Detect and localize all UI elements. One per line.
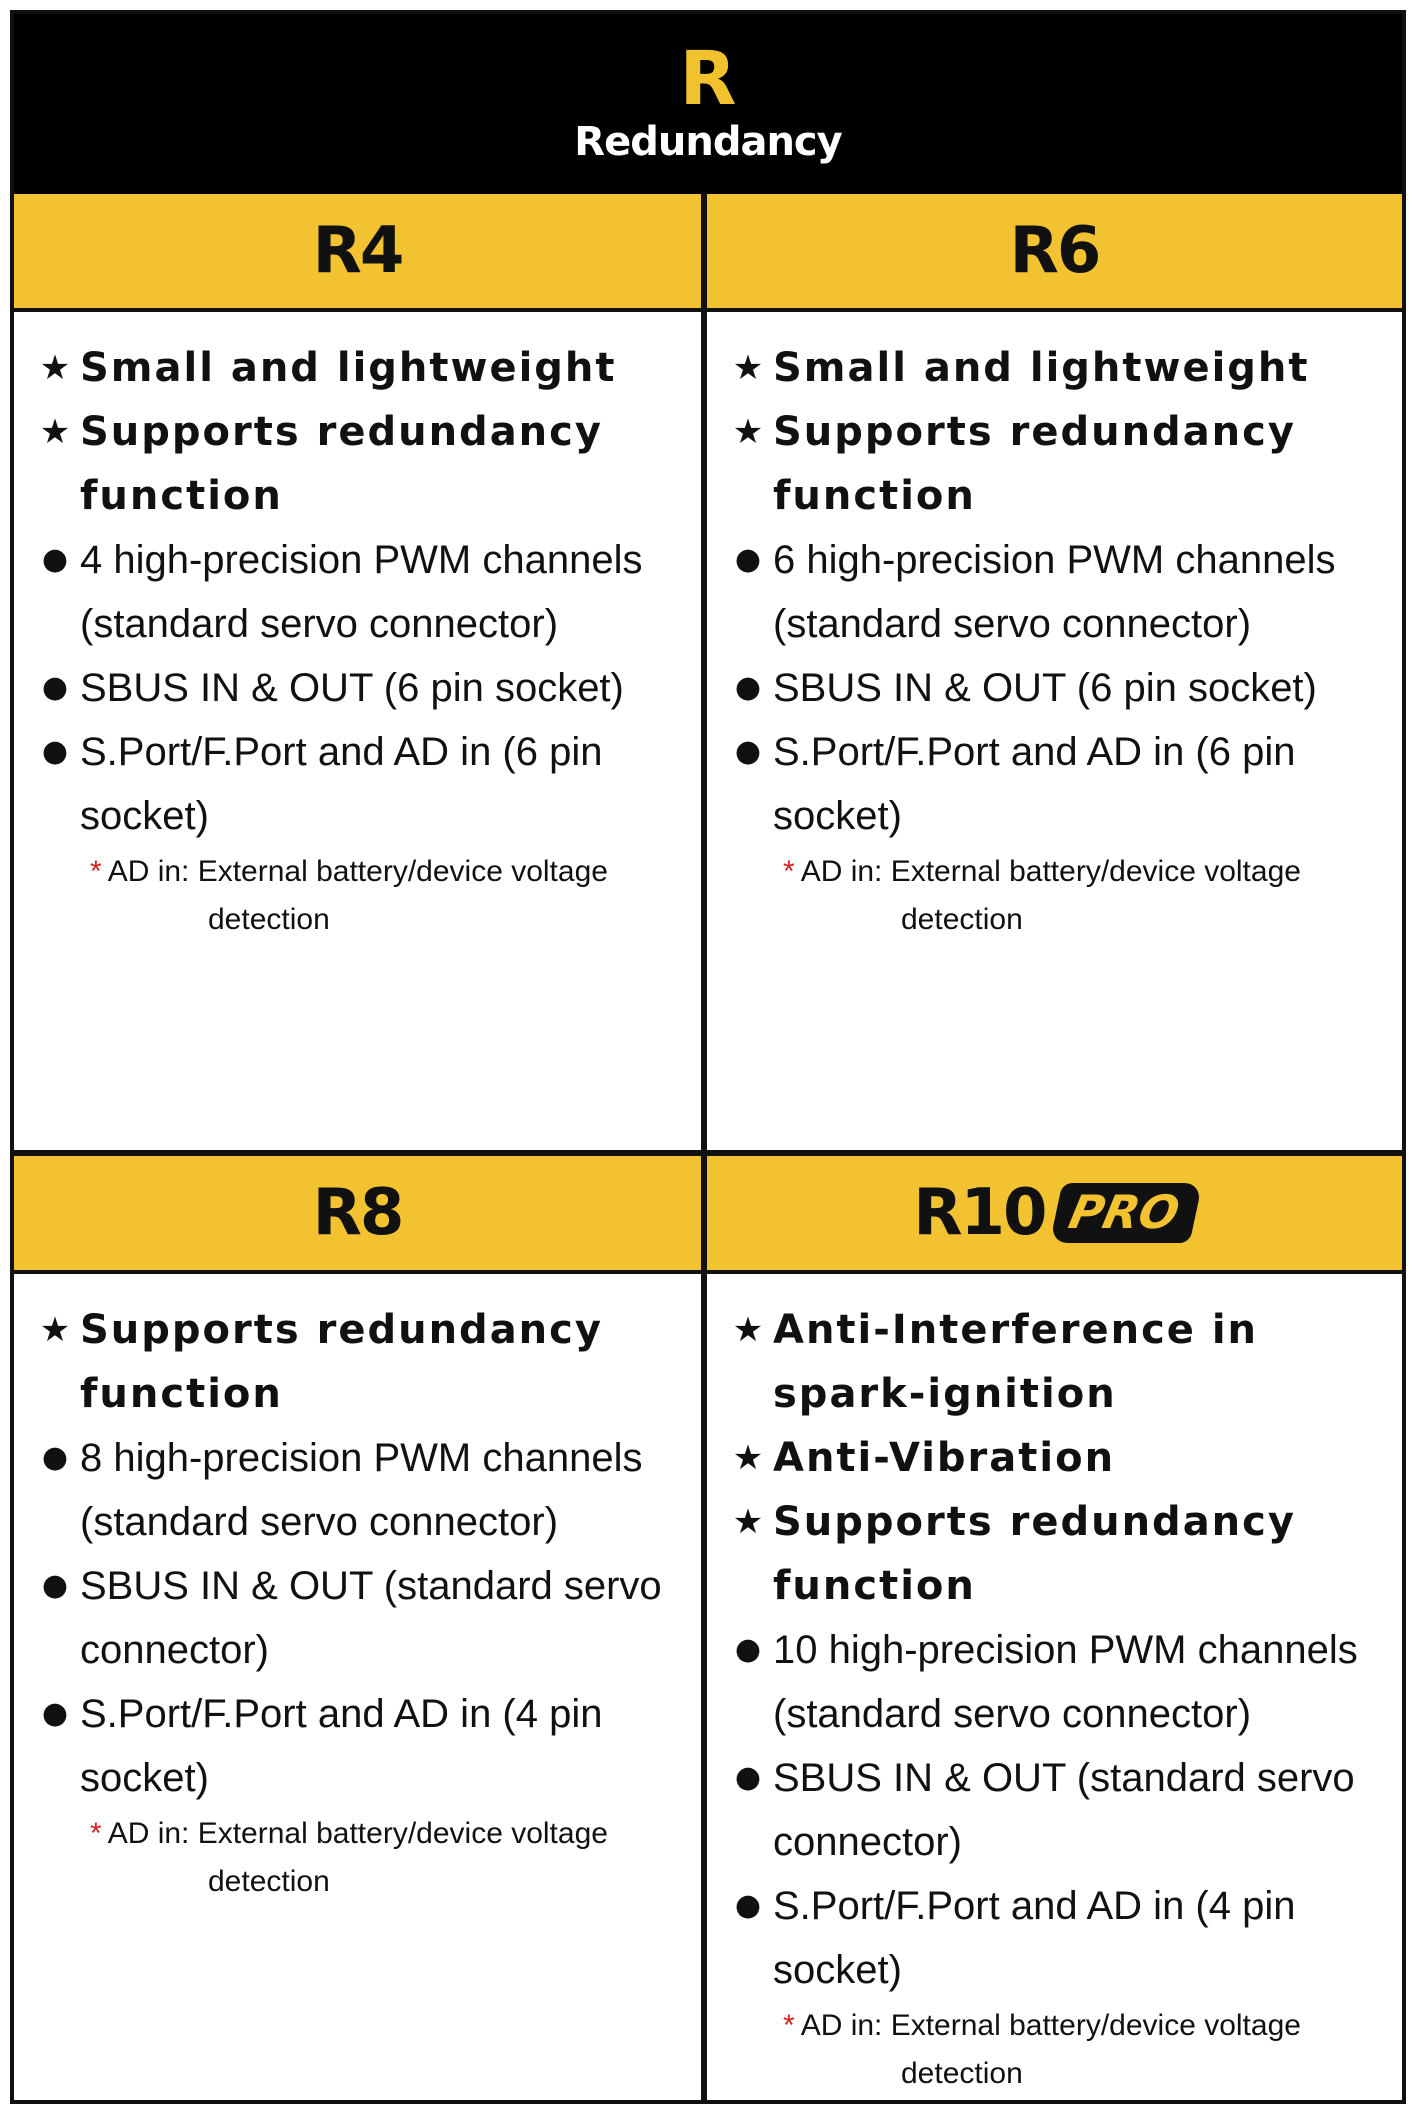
footnote [783, 848, 1382, 944]
star-icon: ★ [732, 1502, 764, 1542]
spec-text: 8 high-precision PWM channels (standard servo connector) [80, 1436, 643, 1544]
bullet-icon: ● [41, 1440, 69, 1475]
spec-item [723, 720, 1382, 848]
footnote-text: AD in: External battery/device voltage [800, 855, 1301, 888]
spec-text: 4 high-precision PWM channels (standard servo connector) [80, 538, 643, 646]
model-name: R10 [913, 1176, 1046, 1250]
asterisk-icon: * [90, 1817, 102, 1850]
feature-list [707, 1274, 1402, 2100]
spec-item [30, 1426, 681, 1554]
feature-text: Anti-Vibration [773, 1435, 1116, 1481]
feature-text: Anti-Interference in spark-ignition [773, 1307, 1259, 1417]
highlight-feature [30, 400, 681, 528]
highlight-feature [30, 1298, 681, 1426]
receiver-comparison-card [10, 10, 1406, 2104]
feature-list [707, 312, 1402, 1156]
footnote [90, 848, 681, 944]
spec-text: SBUS IN & OUT (6 pin socket) [773, 666, 1317, 710]
header-bar [14, 14, 1402, 194]
model-title [707, 1156, 1402, 1274]
cell-r10pro [707, 1156, 1402, 2100]
spec-item [723, 528, 1382, 656]
spec-item [30, 1682, 681, 1810]
bullet-icon: ● [41, 1568, 69, 1603]
footnote-text: AD in: External battery/device voltage [107, 855, 608, 888]
column-divider [701, 194, 707, 2104]
footnote-continuation: detection [208, 1865, 330, 1898]
model-name: R6 [1009, 214, 1100, 288]
footnote-continuation: detection [208, 903, 330, 936]
spec-item [723, 1874, 1382, 2002]
spec-item [30, 656, 681, 720]
spec-item [30, 1554, 681, 1682]
star-icon: ★ [39, 348, 71, 388]
bullet-icon: ● [41, 734, 69, 769]
star-icon: ★ [39, 1310, 71, 1350]
feature-text: Supports redundancy function [773, 1499, 1296, 1609]
model-title [14, 194, 701, 312]
model-title [707, 194, 1402, 312]
star-icon: ★ [732, 348, 764, 388]
footnote-continuation: detection [901, 903, 1023, 936]
star-icon: ★ [732, 1310, 764, 1350]
spec-item [723, 1746, 1382, 1874]
highlight-feature [723, 1426, 1382, 1490]
footnote-text: AD in: External battery/device voltage [107, 1817, 608, 1850]
spec-text: S.Port/F.Port and AD in (6 pin socket) [773, 730, 1296, 838]
feature-list [14, 1274, 701, 2100]
bullet-icon: ● [41, 542, 69, 577]
row-divider [14, 1150, 1402, 1156]
spec-text: SBUS IN & OUT (standard servo connector) [80, 1564, 662, 1672]
spec-text: SBUS IN & OUT (6 pin socket) [80, 666, 624, 710]
spec-text: S.Port/F.Port and AD in (4 pin socket) [80, 1692, 603, 1800]
cell-r6 [707, 194, 1402, 1156]
star-icon: ★ [39, 412, 71, 452]
feature-text: Supports redundancy function [80, 409, 603, 519]
asterisk-icon: * [90, 855, 102, 888]
star-icon: ★ [732, 412, 764, 452]
model-name: R4 [312, 214, 403, 288]
spec-text: 6 high-precision PWM channels (standard servo connector) [773, 538, 1336, 646]
bullet-icon: ● [734, 1632, 762, 1667]
spec-text: 10 high-precision PWM channels (standard servo connector) [773, 1628, 1358, 1736]
spec-item [723, 656, 1382, 720]
bullet-icon: ● [734, 1888, 762, 1923]
feature-text: Supports redundancy function [773, 409, 1296, 519]
highlight-feature [723, 400, 1382, 528]
spec-text: SBUS IN & OUT (standard servo connector) [773, 1756, 1355, 1864]
star-icon: ★ [732, 1438, 764, 1478]
series-subtitle: Redundancy [574, 119, 842, 165]
feature-list [14, 312, 701, 1156]
bullet-icon: ● [734, 734, 762, 769]
pro-badge: PRO [1049, 1183, 1202, 1243]
highlight-feature [723, 336, 1382, 400]
footnote-continuation: detection [901, 2057, 1023, 2090]
highlight-feature [723, 1490, 1382, 1618]
bullet-icon: ● [41, 670, 69, 705]
feature-text: Supports redundancy function [80, 1307, 603, 1417]
spec-text: S.Port/F.Port and AD in (4 pin socket) [773, 1884, 1296, 1992]
footnote [90, 1810, 681, 1906]
bullet-icon: ● [734, 542, 762, 577]
feature-text: Small and lightweight [80, 345, 617, 391]
cell-r4 [14, 194, 701, 1156]
spec-text: S.Port/F.Port and AD in (6 pin socket) [80, 730, 603, 838]
bullet-icon: ● [41, 1696, 69, 1731]
footnote-text: AD in: External battery/device voltage [800, 2009, 1301, 2042]
cell-r8 [14, 1156, 701, 2100]
asterisk-icon: * [783, 855, 795, 888]
model-name: R8 [312, 1176, 403, 1250]
highlight-feature [30, 336, 681, 400]
highlight-feature [723, 1298, 1382, 1426]
series-letter: R [679, 36, 737, 122]
model-title [14, 1156, 701, 1274]
bullet-icon: ● [734, 1760, 762, 1795]
asterisk-icon: * [783, 2009, 795, 2042]
feature-text: Small and lightweight [773, 345, 1310, 391]
spec-item [723, 1618, 1382, 1746]
spec-item [30, 528, 681, 656]
footnote [783, 2002, 1382, 2098]
bullet-icon: ● [734, 670, 762, 705]
spec-item [30, 720, 681, 848]
